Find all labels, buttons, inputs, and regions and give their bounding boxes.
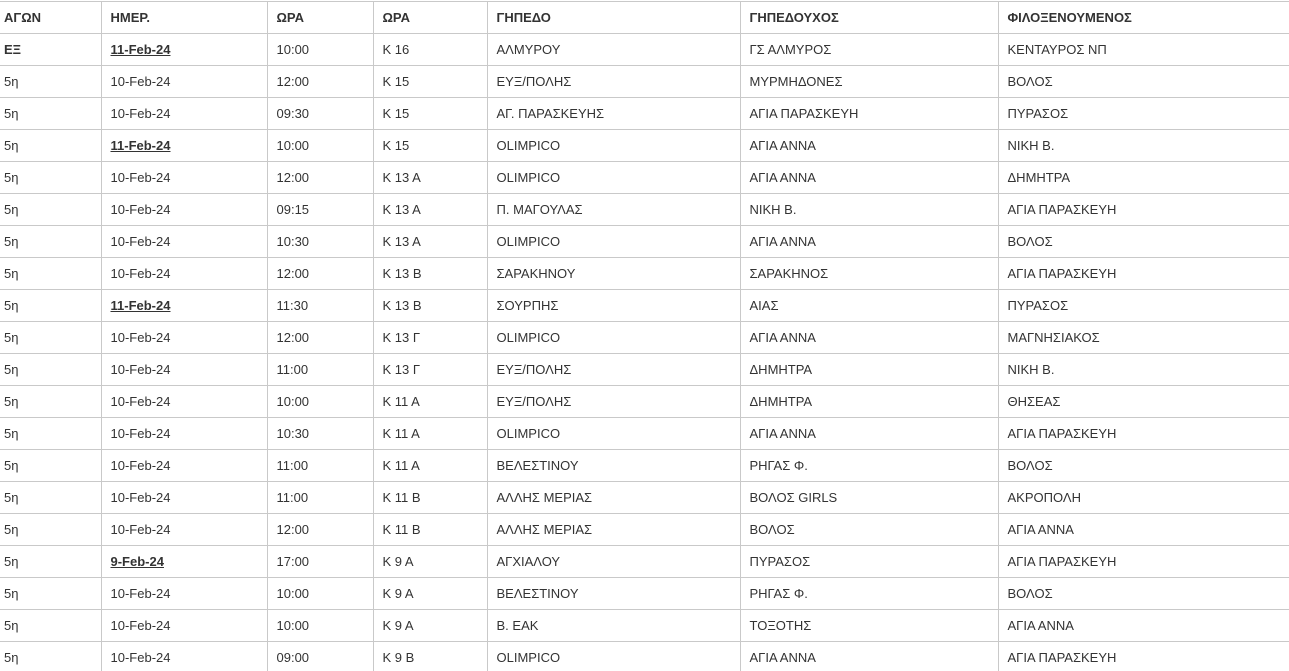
- cell-away-team: ΒΟΛΟΣ: [998, 450, 1289, 482]
- cell-round: 5η: [0, 98, 101, 130]
- cell-date: 10-Feb-24: [101, 450, 267, 482]
- table-row: [0, 98, 1289, 130]
- cell-home-team: ΒΟΛΟΣ: [740, 514, 998, 546]
- table-row: [0, 162, 1289, 194]
- cell-away-team: ΒΟΛΟΣ: [998, 578, 1289, 610]
- table-row: [0, 130, 1289, 162]
- cell-time: 11:00: [267, 482, 373, 514]
- cell-home-team: ΑΓΙΑ ΠΑΡΑΣΚΕΥΗ: [740, 98, 998, 130]
- cell-venue: ΕΥΞ/ΠΟΛΗΣ: [487, 66, 740, 98]
- cell-venue: Π. ΜΑΓΟΥΛΑΣ: [487, 194, 740, 226]
- cell-round: 5η: [0, 194, 101, 226]
- table-row: [0, 418, 1289, 450]
- cell-category: Κ 15: [373, 66, 487, 98]
- cell-home-team: ΑΓΙΑ ΑΝΝΑ: [740, 642, 998, 671]
- cell-date: 10-Feb-24: [101, 194, 267, 226]
- cell-category: Κ 13 Α: [373, 162, 487, 194]
- cell-home-team: ΣΑΡΑΚΗΝΟΣ: [740, 258, 998, 290]
- table-row: [0, 290, 1289, 322]
- cell-home-team: ΡΗΓΑΣ Φ.: [740, 450, 998, 482]
- cell-time: 12:00: [267, 514, 373, 546]
- cell-venue: ΒΕΛΕΣΤΙΝΟΥ: [487, 578, 740, 610]
- header-venue: ΓΗΠΕΔΟ: [487, 2, 740, 34]
- header-category: ΩΡΑ: [373, 2, 487, 34]
- table-row: [0, 546, 1289, 578]
- cell-home-team: ΜΥΡΜΗΔΟΝΕΣ: [740, 66, 998, 98]
- table-row: [0, 514, 1289, 546]
- cell-time: 10:00: [267, 610, 373, 642]
- table-row: [0, 322, 1289, 354]
- cell-time: 10:30: [267, 226, 373, 258]
- cell-home-team: ΤΟΞΟΤΗΣ: [740, 610, 998, 642]
- cell-home-team: ΑΓΙΑ ΑΝΝΑ: [740, 322, 998, 354]
- cell-round: 5η: [0, 450, 101, 482]
- cell-time: 12:00: [267, 66, 373, 98]
- cell-venue: ΑΓ. ΠΑΡΑΣΚΕΥΗΣ: [487, 98, 740, 130]
- cell-home-team: ΑΓΙΑ ΑΝΝΑ: [740, 418, 998, 450]
- cell-category: Κ 13 Α: [373, 226, 487, 258]
- cell-date: 10-Feb-24: [101, 482, 267, 514]
- cell-category: Κ 11 Β: [373, 514, 487, 546]
- cell-venue: OLIMPICO: [487, 418, 740, 450]
- table-row: [0, 450, 1289, 482]
- cell-time: 10:30: [267, 418, 373, 450]
- cell-away-team: ΑΓΙΑ ΠΑΡΑΣΚΕΥΗ: [998, 546, 1289, 578]
- cell-home-team: ΓΣ ΑΛΜΥΡΟΣ: [740, 34, 998, 66]
- cell-venue: ΑΓΧΙΑΛΟΥ: [487, 546, 740, 578]
- header-row: [0, 2, 1289, 34]
- cell-category: Κ 13 Β: [373, 258, 487, 290]
- cell-date: 10-Feb-24: [101, 578, 267, 610]
- cell-away-team: ΔΗΜΗΤΡΑ: [998, 162, 1289, 194]
- cell-round: 5η: [0, 610, 101, 642]
- cell-date: 10-Feb-24: [101, 418, 267, 450]
- cell-date: 10-Feb-24: [101, 610, 267, 642]
- cell-date: 10-Feb-24: [101, 66, 267, 98]
- cell-category: Κ 11 Α: [373, 386, 487, 418]
- table-row: [0, 386, 1289, 418]
- cell-time: 11:30: [267, 290, 373, 322]
- cell-date: 10-Feb-24: [101, 642, 267, 671]
- cell-category: Κ 9 Β: [373, 642, 487, 671]
- cell-round: 5η: [0, 226, 101, 258]
- schedule-table: [0, 1, 1289, 671]
- cell-category: Κ 15: [373, 98, 487, 130]
- cell-venue: OLIMPICO: [487, 642, 740, 671]
- cell-venue: ΑΛΛΗΣ ΜΕΡΙΑΣ: [487, 514, 740, 546]
- cell-category: Κ 16: [373, 34, 487, 66]
- cell-round: 5η: [0, 258, 101, 290]
- table-row: [0, 642, 1289, 671]
- cell-time: 09:00: [267, 642, 373, 671]
- cell-home-team: ΝΙΚΗ Β.: [740, 194, 998, 226]
- cell-round: 5η: [0, 546, 101, 578]
- cell-away-team: ΑΓΙΑ ΠΑΡΑΣΚΕΥΗ: [998, 194, 1289, 226]
- cell-venue: Β. ΕΑΚ: [487, 610, 740, 642]
- cell-category: Κ 13 Γ: [373, 322, 487, 354]
- table-row: [0, 354, 1289, 386]
- cell-away-team: ΒΟΛΟΣ: [998, 66, 1289, 98]
- table-row: [0, 610, 1289, 642]
- cell-time: 10:00: [267, 578, 373, 610]
- cell-round: 5η: [0, 514, 101, 546]
- cell-home-team: ΡΗΓΑΣ Φ.: [740, 578, 998, 610]
- cell-away-team: ΑΓΙΑ ΑΝΝΑ: [998, 610, 1289, 642]
- cell-date: 11-Feb-24: [101, 130, 267, 162]
- header-round: ΑΓΩΝ: [0, 2, 101, 34]
- cell-round: 5η: [0, 66, 101, 98]
- cell-round: 5η: [0, 482, 101, 514]
- cell-away-team: ΜΑΓΝΗΣΙΑΚΟΣ: [998, 322, 1289, 354]
- cell-time: 09:30: [267, 98, 373, 130]
- cell-time: 10:00: [267, 386, 373, 418]
- cell-category: Κ 9 Α: [373, 610, 487, 642]
- cell-category: Κ 13 Β: [373, 290, 487, 322]
- table-row: [0, 34, 1289, 66]
- cell-round: 5η: [0, 418, 101, 450]
- cell-venue: OLIMPICO: [487, 162, 740, 194]
- cell-venue: ΑΛΛΗΣ ΜΕΡΙΑΣ: [487, 482, 740, 514]
- cell-date: 10-Feb-24: [101, 226, 267, 258]
- cell-away-team: ΒΟΛΟΣ: [998, 226, 1289, 258]
- cell-venue: ΕΥΞ/ΠΟΛΗΣ: [487, 386, 740, 418]
- cell-away-team: ΝΙΚΗ Β.: [998, 354, 1289, 386]
- table-row: [0, 226, 1289, 258]
- cell-home-team: ΑΓΙΑ ΑΝΝΑ: [740, 130, 998, 162]
- cell-home-team: ΠΥΡΑΣΟΣ: [740, 546, 998, 578]
- cell-time: 17:00: [267, 546, 373, 578]
- cell-time: 10:00: [267, 34, 373, 66]
- cell-home-team: ΒΟΛΟΣ GIRLS: [740, 482, 998, 514]
- cell-time: 12:00: [267, 322, 373, 354]
- cell-date: 9-Feb-24: [101, 546, 267, 578]
- cell-round: 5η: [0, 162, 101, 194]
- cell-round: ΕΞ: [0, 34, 101, 66]
- cell-time: 10:00: [267, 130, 373, 162]
- cell-time: 11:00: [267, 354, 373, 386]
- cell-home-team: ΔΗΜΗΤΡΑ: [740, 354, 998, 386]
- cell-home-team: ΑΓΙΑ ΑΝΝΑ: [740, 226, 998, 258]
- cell-time: 12:00: [267, 162, 373, 194]
- cell-category: Κ 9 Α: [373, 546, 487, 578]
- cell-date: 10-Feb-24: [101, 354, 267, 386]
- cell-category: Κ 11 Α: [373, 450, 487, 482]
- cell-category: Κ 11 Β: [373, 482, 487, 514]
- cell-away-team: ΑΚΡΟΠΟΛΗ: [998, 482, 1289, 514]
- cell-date: 10-Feb-24: [101, 98, 267, 130]
- cell-round: 5η: [0, 290, 101, 322]
- cell-home-team: ΑΙΑΣ: [740, 290, 998, 322]
- cell-home-team: ΔΗΜΗΤΡΑ: [740, 386, 998, 418]
- cell-venue: ΒΕΛΕΣΤΙΝΟΥ: [487, 450, 740, 482]
- cell-date: 11-Feb-24: [101, 290, 267, 322]
- cell-date: 10-Feb-24: [101, 514, 267, 546]
- cell-away-team: ΠΥΡΑΣΟΣ: [998, 98, 1289, 130]
- cell-round: 5η: [0, 642, 101, 671]
- cell-venue: ΑΛΜΥΡΟΥ: [487, 34, 740, 66]
- header-home-team: ΓΗΠΕΔΟΥΧΟΣ: [740, 2, 998, 34]
- cell-round: 5η: [0, 130, 101, 162]
- cell-date: 10-Feb-24: [101, 322, 267, 354]
- cell-away-team: ΑΓΙΑ ΠΑΡΑΣΚΕΥΗ: [998, 418, 1289, 450]
- header-away-team: ΦΙΛΟΞΕΝΟΥΜΕΝΟΣ: [998, 2, 1289, 34]
- cell-round: 5η: [0, 322, 101, 354]
- cell-round: 5η: [0, 354, 101, 386]
- cell-away-team: ΑΓΙΑ ΑΝΝΑ: [998, 514, 1289, 546]
- cell-date: 10-Feb-24: [101, 386, 267, 418]
- cell-category: Κ 11 Α: [373, 418, 487, 450]
- cell-time: 09:15: [267, 194, 373, 226]
- cell-away-team: ΚΕΝΤΑΥΡΟΣ ΝΠ: [998, 34, 1289, 66]
- header-date: ΗΜΕΡ.: [101, 2, 267, 34]
- table-row: [0, 578, 1289, 610]
- table-row: [0, 66, 1289, 98]
- cell-round: 5η: [0, 386, 101, 418]
- table-row: [0, 482, 1289, 514]
- table-row: [0, 194, 1289, 226]
- table-row: [0, 258, 1289, 290]
- cell-venue: ΣΑΡΑΚΗΝΟΥ: [487, 258, 740, 290]
- header-time: ΩΡΑ: [267, 2, 373, 34]
- cell-category: Κ 13 Α: [373, 194, 487, 226]
- cell-away-team: ΑΓΙΑ ΠΑΡΑΣΚΕΥΗ: [998, 642, 1289, 671]
- cell-venue: OLIMPICO: [487, 130, 740, 162]
- cell-venue: ΣΟΥΡΠΗΣ: [487, 290, 740, 322]
- cell-venue: ΕΥΞ/ΠΟΛΗΣ: [487, 354, 740, 386]
- cell-date: 11-Feb-24: [101, 34, 267, 66]
- cell-category: Κ 15: [373, 130, 487, 162]
- cell-round: 5η: [0, 578, 101, 610]
- cell-date: 10-Feb-24: [101, 162, 267, 194]
- cell-away-team: ΝΙΚΗ Β.: [998, 130, 1289, 162]
- cell-time: 12:00: [267, 258, 373, 290]
- cell-venue: OLIMPICO: [487, 322, 740, 354]
- cell-away-team: ΑΓΙΑ ΠΑΡΑΣΚΕΥΗ: [998, 258, 1289, 290]
- cell-time: 11:00: [267, 450, 373, 482]
- cell-home-team: ΑΓΙΑ ΑΝΝΑ: [740, 162, 998, 194]
- cell-away-team: ΠΥΡΑΣΟΣ: [998, 290, 1289, 322]
- cell-category: Κ 9 Α: [373, 578, 487, 610]
- cell-venue: OLIMPICO: [487, 226, 740, 258]
- cell-date: 10-Feb-24: [101, 258, 267, 290]
- cell-category: Κ 13 Γ: [373, 354, 487, 386]
- cell-away-team: ΘΗΣΕΑΣ: [998, 386, 1289, 418]
